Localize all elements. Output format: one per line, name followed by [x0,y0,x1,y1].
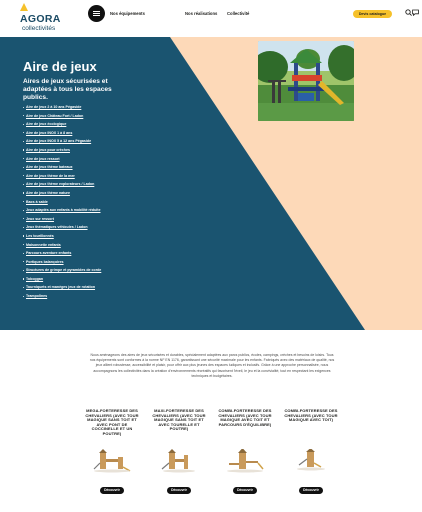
logo-brand-text: AGORA [20,13,61,25]
intro-paragraph: Nous aménageons des aires de jeux sécurisées et durables, spécialement adaptées aux parcs publics, écoles, campings, crèches et besoins de loisirs. Tous nos équipements sont conformes à la norme NF EN 1176, garantissant une sécurité maximale pour les enfants. Fabriqués avec des matériaux de qualité, nos jeux allient robustesse, accessibilité et plaisir, pour offrir aux plus jeunes des espaces ludiques et inclusifs. Grâce à une approche personnalisée, nous accompagnons les collectivités dans la création d'environnements récréatifs qui favorisent l'éveil, le jeu et la convivialité, tout en respectant les exigences techniques et budgétaires. [89,353,335,378]
discover-button[interactable]: Découvrir [100,487,124,494]
category-link[interactable]: Tourniquets et manèges jeux de rotation [23,285,101,294]
discover-button[interactable]: Découvrir [233,487,257,494]
nav-collectivite[interactable]: Collectivité [227,11,250,16]
category-link[interactable]: Trampolines [23,294,101,303]
category-link[interactable]: Bacs à sable [23,200,101,209]
category-link[interactable]: Portiques balançoires [23,260,101,269]
product-title: MEGA-FORTERESSE DES CHEVALIERS (AVEC TOUR MAGIQUE SANS TOIT ET AVEC PONT DE COCCINELLE ET UN POUTRE) [85,408,139,436]
nav-equipements[interactable]: Nos équipements [110,11,145,16]
logo-sub-text: collectivités [22,25,56,32]
product-image [225,449,265,473]
category-link[interactable]: Aire de jeux pour crèches [23,148,101,157]
category-link[interactable]: Structures de grimpe et pyramides de corde [23,268,101,277]
chat-icon[interactable] [412,9,419,16]
product-card [151,408,207,492]
category-link[interactable]: Aire de jeux écologique [23,122,101,131]
menu-icon[interactable] [88,5,105,22]
discover-button[interactable]: Découvrir [299,487,323,494]
discover-button[interactable]: Découvrir [167,487,191,494]
product-card [283,408,339,492]
category-link[interactable]: Jeux adaptés aux enfants à mobilité réduite [23,208,101,217]
category-link[interactable]: Toboggan [23,277,101,286]
product-image [291,449,331,473]
product-title: MAXI-FORTERESSE DES CHEVALIERS (AVEC TOUR MAGIQUE SANS TOIT ET AVEC TOURELLE ET POUTRE) [152,408,206,432]
hero-title: Aire de jeux [23,59,97,74]
site-header [0,0,422,30]
category-link[interactable]: Jeux sur ressort [23,217,101,226]
category-link[interactable]: Aire de jeux thème de la mer [23,174,101,183]
category-link[interactable]: Aire de jeux 2 à 10 ans Pégaside [23,105,101,114]
category-link[interactable]: Aire de jeux Château Fort / Ladon [23,114,101,123]
agora-logo[interactable] [20,3,64,32]
product-image [92,449,132,473]
product-title: COMBI-FORTERESSE DES CHEVALIERS (AVEC TOUR MAGIQUE AVEC TOIT ET PARCOURS D'ÉQUILIBRE) [218,408,272,427]
catalogue-button[interactable]: Devis catalogue [353,10,392,18]
category-link[interactable]: Aire de jeux INOX 5 à 12 ans Pégaside [23,139,101,148]
category-link[interactable]: Aire de jeux thème nature [23,191,101,200]
product-image [159,449,199,473]
hero-subtitle: Aires de jeux sécurisées et adaptées à tous les espaces publics. [23,78,112,101]
category-link[interactable]: Les tourillonnés [23,234,101,243]
category-link-list [23,105,101,303]
header-icons [405,9,419,19]
category-link[interactable]: Aire de jeux ressort [23,157,101,166]
search-icon[interactable] [405,9,412,16]
logo-triangle-icon [20,3,28,11]
playground-photo [258,41,354,121]
nav-realisations[interactable]: Nos réalisations [185,11,218,16]
category-link[interactable]: Jeux thématiques véhicules / Ladon [23,225,101,234]
category-link[interactable]: Maisonnette enfants [23,243,101,252]
category-link[interactable]: Aire de jeux INOX 1 à 8 ans [23,131,101,140]
product-card [84,408,140,492]
product-title: COMBI-FORTERESSE DES CHEVALIERS (AVEC TOUR MAGIQUE AVEC TOIT) [284,408,338,423]
category-link[interactable]: Aire de jeux thème explorateurs / Ladon [23,182,101,191]
category-link[interactable]: Parcours aventure enfants [23,251,101,260]
category-link[interactable]: Aire de jeux thème bateaux [23,165,101,174]
product-card [217,408,273,492]
hero-section [0,37,422,330]
